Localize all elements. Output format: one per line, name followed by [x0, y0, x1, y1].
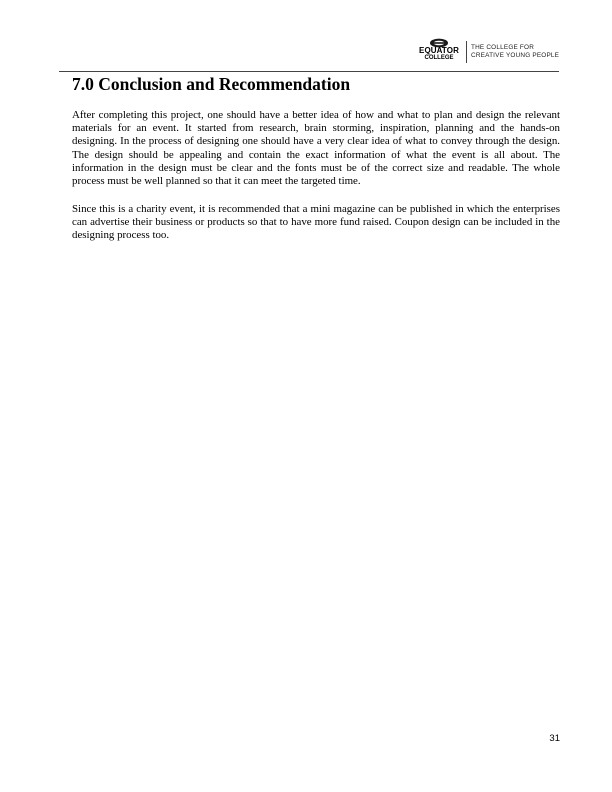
header-rule [59, 71, 559, 72]
paragraph-conclusion: After completing this project, one should have a better idea of how and what to plan and design the relevant materials for an event. It started from research, brain storming, inspiration, planning and the hands-on designing. In the process of designing one should have a very clear idea of what to convey through the design. The design should be appealing and contain the exact information of what the event is all about. The information in the design must be clear and the fonts must be of the correct size and readable. The whole process must be well planned so that it can meet the targeted time. [72, 109, 560, 188]
section-title: 7.0 Conclusion and Recommendation [72, 74, 351, 94]
logo-name: EQUATOR [419, 46, 459, 55]
page-header [0, 34, 612, 74]
tagline-line-2: CREATIVE YOUNG PEOPLE [471, 52, 560, 59]
logo-subtitle: COLLEGE [424, 55, 454, 61]
paragraph-recommendation: Since this is a charity event, it is recommended that a mini magazine can be published in which the enterprises can advertise their business or products so that to have more fund raised. Coupon design can be included in the designing process too. [72, 203, 560, 242]
college-tagline [471, 44, 559, 60]
page-number: 31 [549, 733, 560, 744]
tagline-line-1: THE COLLEGE FOR [471, 44, 535, 51]
logo-divider [466, 41, 467, 63]
college-logo [413, 38, 465, 68]
